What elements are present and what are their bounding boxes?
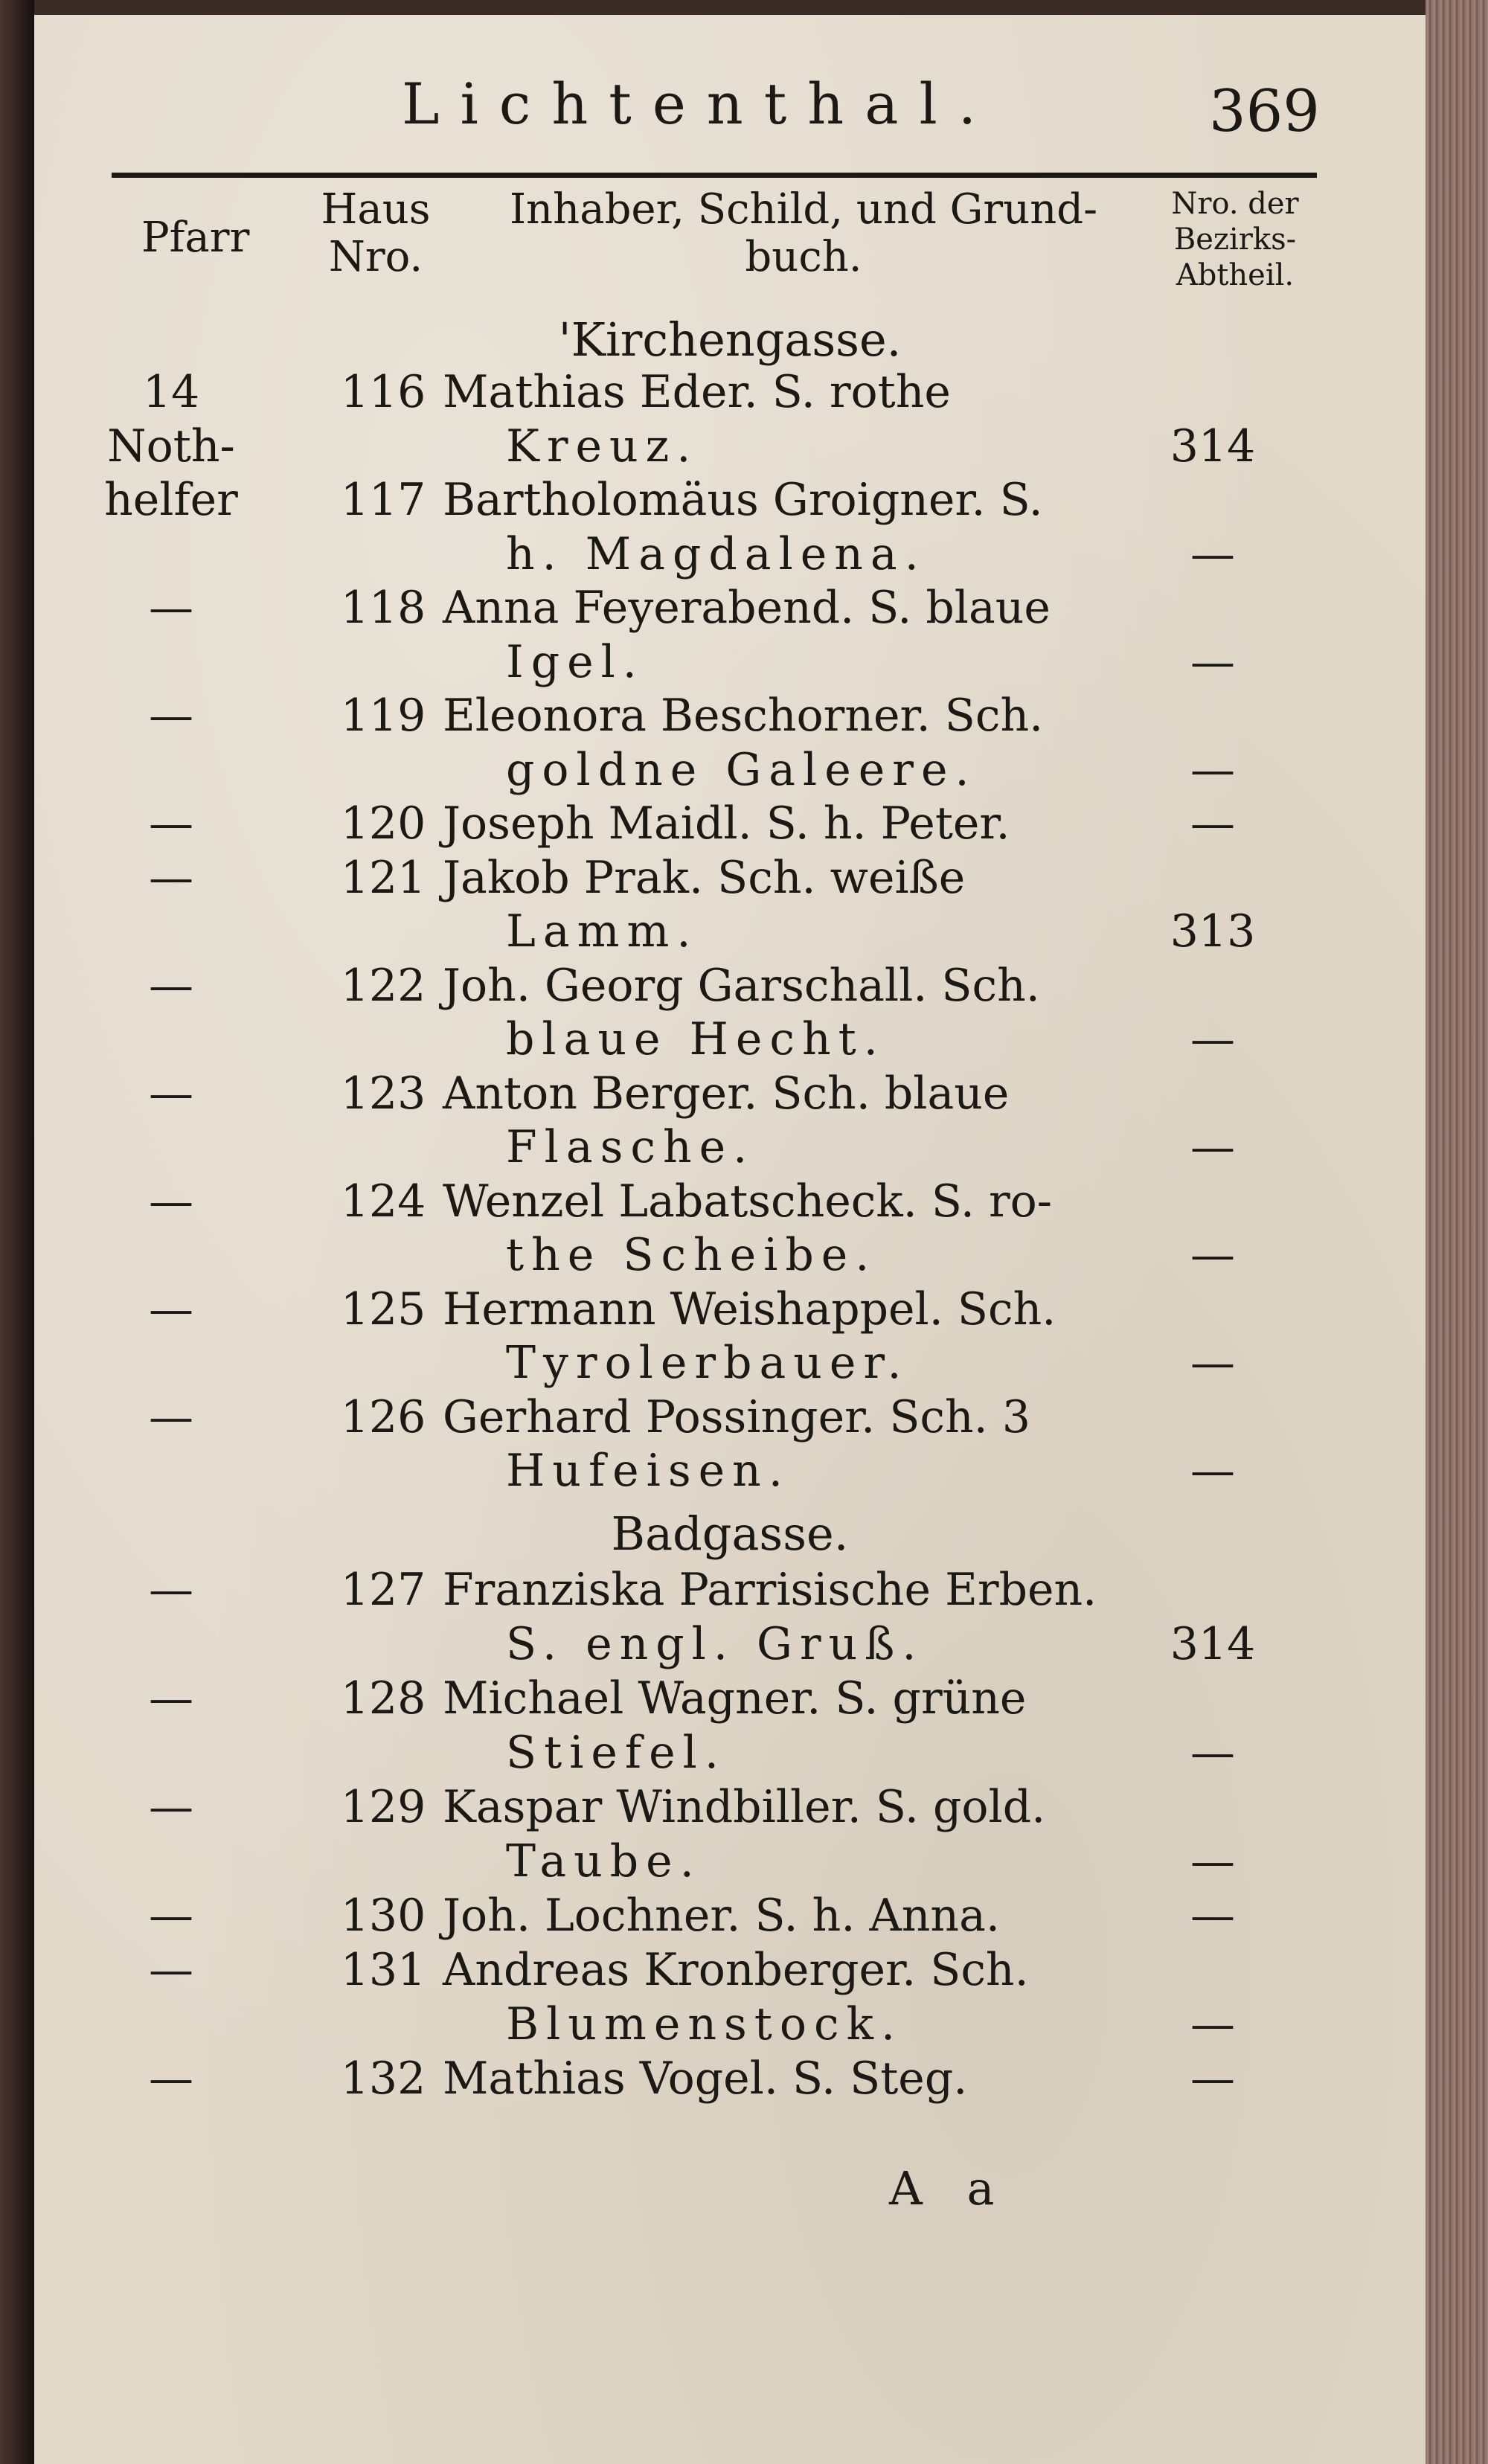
entry-text: Joh. Lochner. S. h. Anna. xyxy=(443,1890,1000,1942)
district-ref: — xyxy=(1190,1998,1235,2050)
entry-text: S. engl. Gruß. xyxy=(506,1618,924,1670)
column-header-nro: Nro. der Bezirks- Abtheil. xyxy=(1171,187,1299,292)
header-rule xyxy=(112,173,1317,178)
table-row xyxy=(0,1942,1391,1998)
column-header-inhaber: Inhaber, Schild, und Grund- buch. xyxy=(509,185,1098,281)
district-ref: — xyxy=(1190,1337,1235,1389)
pfarr-cell: — xyxy=(149,1175,193,1228)
district-ref: 314 xyxy=(1170,420,1256,472)
table-row xyxy=(0,1174,1391,1229)
entry-text: Joh. Georg Garschall. Sch. xyxy=(443,959,1040,1012)
pfarr-cell: — xyxy=(149,690,193,742)
table-row xyxy=(0,1834,1391,1889)
pfarr-cell: — xyxy=(149,1781,193,1833)
pfarr-cell: — xyxy=(149,1067,193,1120)
entry-text: goldne Galeere. xyxy=(506,743,977,796)
entry-text: Stiefel. xyxy=(506,1727,726,1779)
entry-text: Flasche. xyxy=(506,1121,755,1173)
haus-number: 124 xyxy=(340,1175,426,1228)
pfarr-cell: — xyxy=(149,1944,193,1996)
haus-number: 117 xyxy=(340,474,426,526)
pfarr-cell: — xyxy=(149,851,193,904)
table-row xyxy=(0,472,1391,527)
table-row xyxy=(0,1335,1391,1390)
haus-number: 130 xyxy=(340,1890,426,1942)
district-ref: — xyxy=(1190,798,1235,850)
table-row xyxy=(0,1562,1391,1617)
pfarr-cell: — xyxy=(149,1390,193,1443)
pfarr-cell: — xyxy=(149,798,193,850)
table-row xyxy=(0,1780,1391,1835)
table-row xyxy=(0,904,1391,959)
table-row xyxy=(0,527,1391,582)
table-row xyxy=(0,1012,1391,1067)
pfarr-cell: — xyxy=(149,1890,193,1942)
entry-text: Gerhard Possinger. Sch. 3 xyxy=(443,1390,1030,1443)
entry-text: Bartholomäus Groigner. S. xyxy=(443,474,1043,526)
entry-text: Wenzel Labatscheck. S. ro- xyxy=(443,1175,1053,1228)
entry-text: the Scheibe. xyxy=(506,1229,877,1281)
district-ref: — xyxy=(1190,743,1235,796)
pfarr-cell: helfer xyxy=(104,474,238,526)
table-row xyxy=(0,688,1391,743)
haus-number: 120 xyxy=(340,798,426,850)
table-row xyxy=(0,796,1391,851)
haus-number: 132 xyxy=(340,2053,426,2105)
district-ref: — xyxy=(1190,1229,1235,1281)
table-row xyxy=(0,2051,1391,2106)
haus-number: 131 xyxy=(340,1944,426,1996)
page-number: 369 xyxy=(1209,78,1320,145)
entry-text: Mathias Vogel. S. Steg. xyxy=(443,2053,968,2105)
table-row xyxy=(0,1671,1391,1726)
district-ref: — xyxy=(1190,1835,1235,1887)
district-ref: — xyxy=(1190,1890,1235,1942)
table-row xyxy=(0,958,1391,1013)
entry-text: Blumenstock. xyxy=(506,1998,903,2050)
pfarr-cell: — xyxy=(149,1564,193,1616)
entry-text: Joseph Maidl. S. h. Peter. xyxy=(443,798,1010,850)
haus-number: 125 xyxy=(340,1283,426,1335)
pfarr-cell: 14 xyxy=(142,366,200,418)
district-ref: — xyxy=(1190,1445,1235,1497)
table-row xyxy=(0,850,1391,905)
haus-number: 127 xyxy=(340,1564,426,1616)
entry-text: blaue Hecht. xyxy=(506,1013,885,1065)
entry-text: Anna Feyerabend. S. blaue xyxy=(443,582,1051,634)
haus-number: 118 xyxy=(340,582,426,634)
table-row xyxy=(0,1997,1391,2052)
table-row xyxy=(0,1443,1391,1498)
table-row xyxy=(0,365,1391,420)
entry-text: Mathias Eder. S. rothe xyxy=(443,366,951,418)
district-ref: — xyxy=(1190,1727,1235,1779)
table-row xyxy=(0,1617,1391,1672)
entry-text: Taube. xyxy=(506,1835,702,1887)
district-ref: — xyxy=(1190,1121,1235,1173)
entry-text: Eleonora Beschorner. Sch. xyxy=(443,690,1044,742)
district-ref: 313 xyxy=(1170,905,1256,957)
pfarr-cell: — xyxy=(149,2053,193,2105)
haus-number: 119 xyxy=(340,690,426,742)
district-ref: — xyxy=(1190,2053,1235,2105)
top-page-edge xyxy=(34,0,1426,15)
haus-number: 129 xyxy=(340,1781,426,1833)
table-row xyxy=(0,742,1391,798)
pfarr-cell: — xyxy=(149,959,193,1012)
table-row xyxy=(0,1228,1391,1283)
column-header-pfarr: Pfarr xyxy=(141,214,250,262)
table-row xyxy=(0,1066,1391,1121)
entry-text: Hermann Weishappel. Sch. xyxy=(443,1283,1056,1335)
column-header-haus: Haus Nro. xyxy=(321,185,431,281)
entry-text: Kaspar Windbiller. S. gold. xyxy=(443,1781,1046,1833)
district-ref: 314 xyxy=(1170,1618,1256,1670)
pfarr-cell: — xyxy=(149,582,193,634)
entry-text: Andreas Kronberger. Sch. xyxy=(443,1944,1029,1996)
entry-text: Franziska Parrisische Erben. xyxy=(443,1564,1097,1616)
pfarr-cell: — xyxy=(149,1672,193,1725)
entry-text: Tyrolerbauer. xyxy=(506,1337,909,1389)
haus-number: 128 xyxy=(340,1672,426,1725)
table-row xyxy=(0,1725,1391,1780)
entry-text: h. Magdalena. xyxy=(506,527,926,580)
table-row xyxy=(0,580,1391,635)
entry-text: Hufeisen. xyxy=(506,1445,790,1497)
entry-text: Michael Wagner. S. grüne xyxy=(443,1672,1027,1725)
right-page-edges xyxy=(1426,0,1488,2464)
table-row xyxy=(0,635,1391,690)
table-row xyxy=(0,1390,1391,1445)
table-row xyxy=(0,1888,1391,1943)
pfarr-cell: Noth- xyxy=(107,420,235,472)
pfarr-cell: — xyxy=(149,1283,193,1335)
section-heading-badgasse: Badgasse. xyxy=(611,1507,849,1561)
entry-text: Kreuz. xyxy=(506,420,699,472)
haus-number: 121 xyxy=(340,851,426,904)
district-ref: — xyxy=(1190,1013,1235,1065)
section-heading-kirchengasse: 'Kirchengasse. xyxy=(558,312,902,367)
haus-number: 126 xyxy=(340,1390,426,1443)
haus-number: 116 xyxy=(340,366,426,418)
table-row xyxy=(0,1282,1391,1337)
entry-text: Jakob Prak. Sch. weiße xyxy=(443,851,966,904)
signature-mark: A a xyxy=(889,2161,1010,2216)
district-ref: — xyxy=(1190,635,1235,688)
haus-number: 123 xyxy=(340,1067,426,1120)
running-head: Lichtenthal. xyxy=(402,71,998,137)
table-row xyxy=(0,1120,1391,1175)
entry-text: Lamm. xyxy=(506,905,699,957)
entry-text: Anton Berger. Sch. blaue xyxy=(443,1067,1010,1120)
entry-text: Igel. xyxy=(506,635,644,688)
haus-number: 122 xyxy=(340,959,426,1012)
table-row xyxy=(0,419,1391,474)
district-ref: — xyxy=(1190,527,1235,580)
